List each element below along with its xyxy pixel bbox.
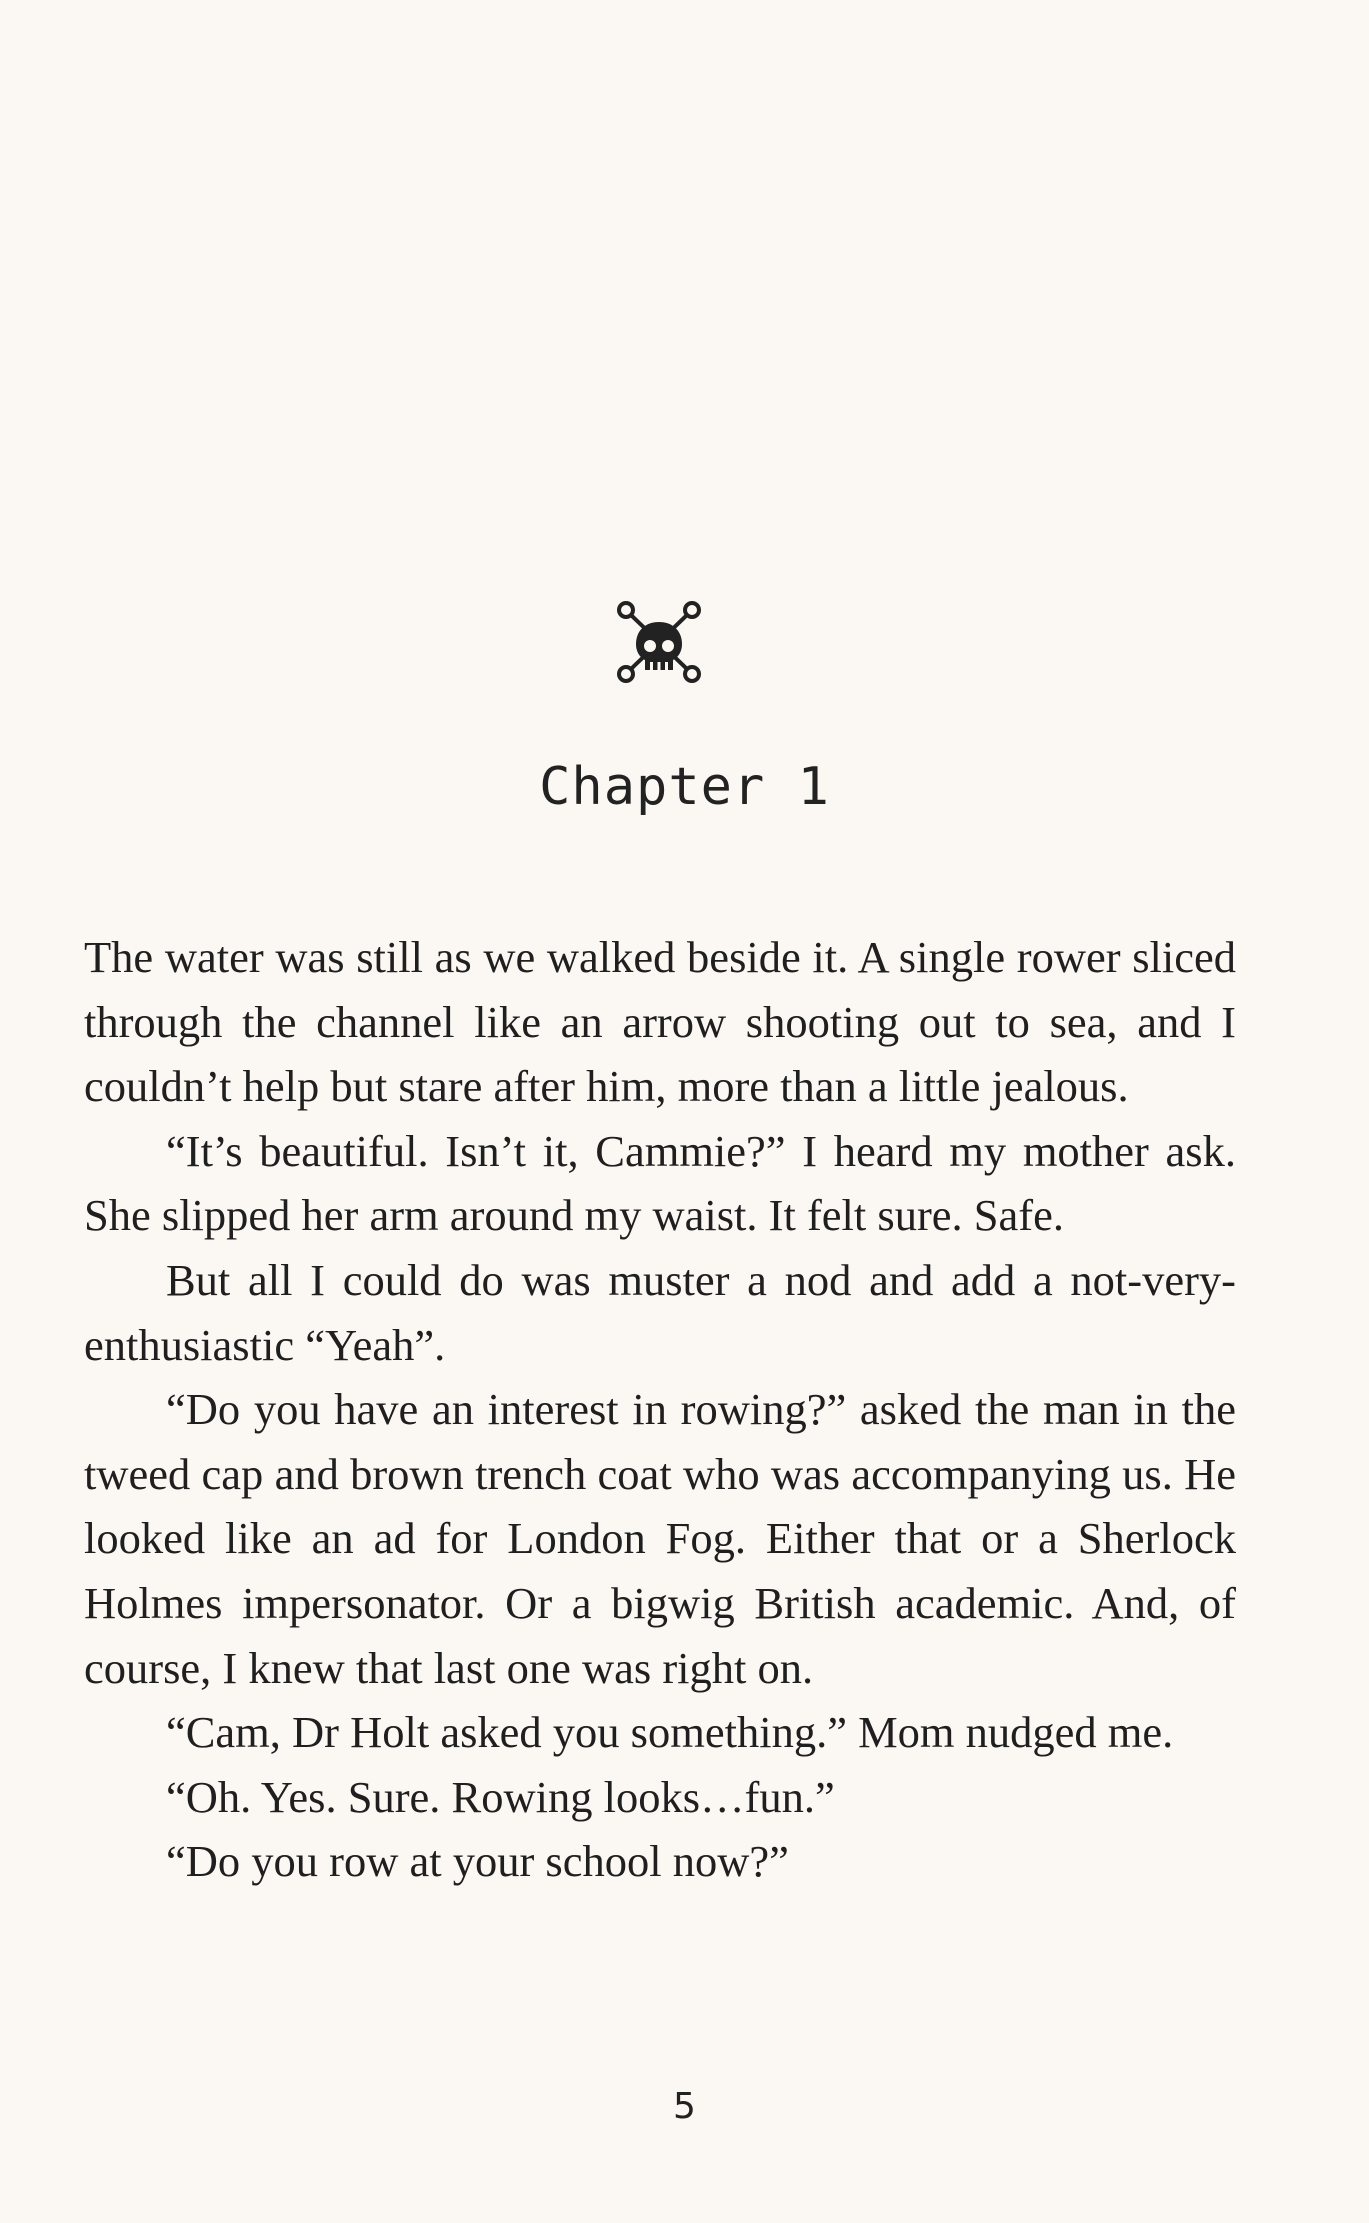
paragraph: “It’s beautiful. Isn’t it, Cammie?” I heard my mother ask. She slipped her arm around my waist. It felt sure. Safe. [84, 1125, 1236, 1241]
chapter-title: Chapter 1 [539, 757, 830, 817]
paragraph: “Oh. Yes. Sure. Rowing looks…fun.” [166, 1771, 835, 1822]
paragraph: But all I could do was muster a nod and add a not-very-enthusiastic “Yeah”. [84, 1254, 1236, 1370]
paragraph: “Do you have an interest in rowing?” asked the man in the tweed cap and brown trench coat who was accompanying us. He looked like an ad for London Fog. Either that or a Sherlock Holmes impersonator. Or a bigwig British academic. And, of course, I knew that last one was right on. [84, 1384, 1236, 1693]
paragraph: “Do you row at your school now?” [166, 1836, 789, 1887]
paragraph: “Cam, Dr Holt asked you something.” Mom nudged me. [166, 1707, 1174, 1758]
paragraph: The water was still as we walked beside it. A single rower sliced through the channel like an arrow shooting out to sea, and I couldn’t help but stare after him, more than a little jealous. [84, 932, 1236, 1112]
skull-crossbones-icon [614, 598, 704, 688]
page-number: 5 [673, 2086, 696, 2127]
chapter-body [84, 925, 1236, 1894]
